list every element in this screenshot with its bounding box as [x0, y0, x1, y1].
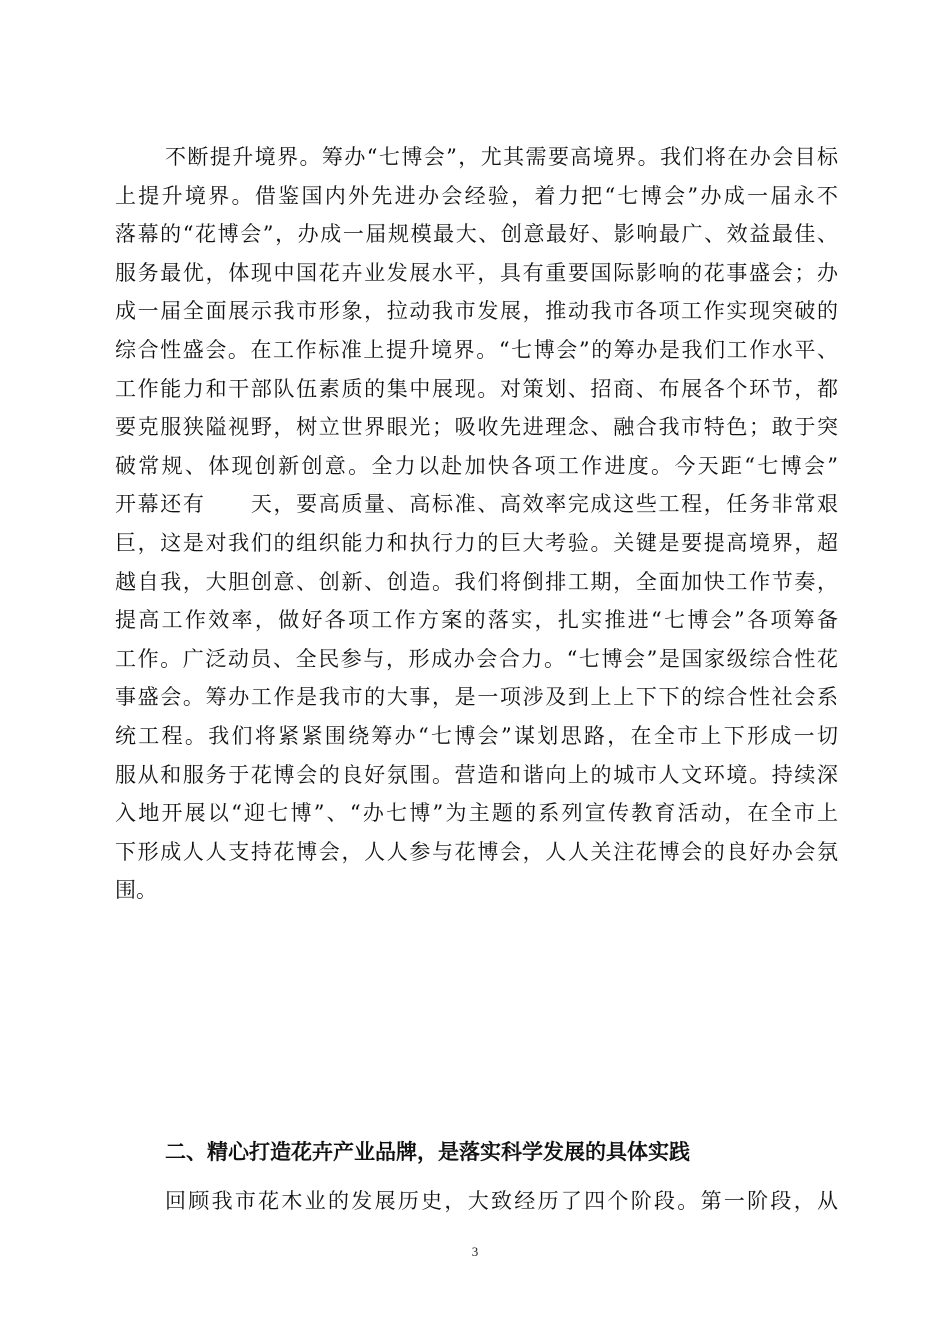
text-line: 工作能力和干部队伍素质的集中展现。对策划、招商、布展各个环节，都 — [115, 376, 838, 401]
text-line: 要克服狭隘视野，树立世界眼光；吸收先进理念、融合我市特色；敢于突 — [115, 415, 838, 440]
text-line: 事盛会。筹办工作是我市的大事，是一项涉及到上上下下的综合性社会系 — [115, 685, 838, 710]
text-line: 成一届全面展示我市形象，拉动我市发展，推动我市各项工作实现突破的 — [115, 299, 838, 324]
text-line: 入地开展以“迎七博”、“办七博”为主题的系列宣传教育活动，在全市上 — [115, 801, 838, 826]
text-line: 围。 — [115, 878, 157, 903]
text-line: 越自我，大胆创意、创新、创造。我们将倒排工期，全面加快工作节奏， — [115, 569, 838, 594]
text-line: 落幕的“花博会”，办成一届规模最大、创意最好、影响最广、效益最佳、 — [115, 222, 838, 247]
text-line: 工作。广泛动员、全民参与，形成办会合力。“七博会”是国家级综合性花 — [115, 646, 838, 671]
text-line: 综合性盛会。在工作标准上提升境界。“七博会”的筹办是我们工作水平、 — [115, 337, 838, 362]
text-line: 服从和服务于花博会的良好氛围。营造和谐向上的城市人文环境。持续深 — [115, 762, 838, 787]
page-number: 3 — [471, 1244, 479, 1259]
body-paragraph — [115, 138, 838, 910]
text-line: 服务最优，体现中国花卉业发展水平，具有重要国际影响的花事盛会；办 — [115, 260, 838, 285]
text-line: 下形成人人支持花博会，人人参与花博会，人人关注花博会的良好办会氛 — [115, 839, 838, 864]
text-line: 统工程。我们将紧紧围绕筹办“七博会”谋划思路，在全市上下形成一切 — [115, 723, 838, 748]
text-line: 巨，这是对我们的组织能力和执行力的巨大考验。关键是要提高境界，超 — [115, 530, 838, 555]
text-line: 破常规、体现创新创意。全力以赴加快各项工作进度。今天距“七博会” — [115, 453, 838, 478]
text-line: 上提升境界。借鉴国内外先进办会经验，着力把“七博会”办成一届永不 — [115, 183, 838, 208]
text-line: 不断提升境界。筹办“七博会”，尤其需要高境界。我们将在办会目标 — [165, 145, 838, 169]
text-line: 开幕还有 天，要高质量、高标准、高效率完成这些工程，任务非常艰 — [115, 492, 838, 517]
text-line: 提高工作效率，做好各项工作方案的落实，扎实推进“七博会”各项筹备 — [115, 608, 838, 633]
paragraph-start-line: 回顾我市花木业的发展历史，大致经历了四个阶段。第一阶段，从 — [165, 1189, 838, 1213]
section-heading: 二、精心打造花卉产业品牌，是落实科学发展的具体实践 — [165, 1140, 690, 1164]
